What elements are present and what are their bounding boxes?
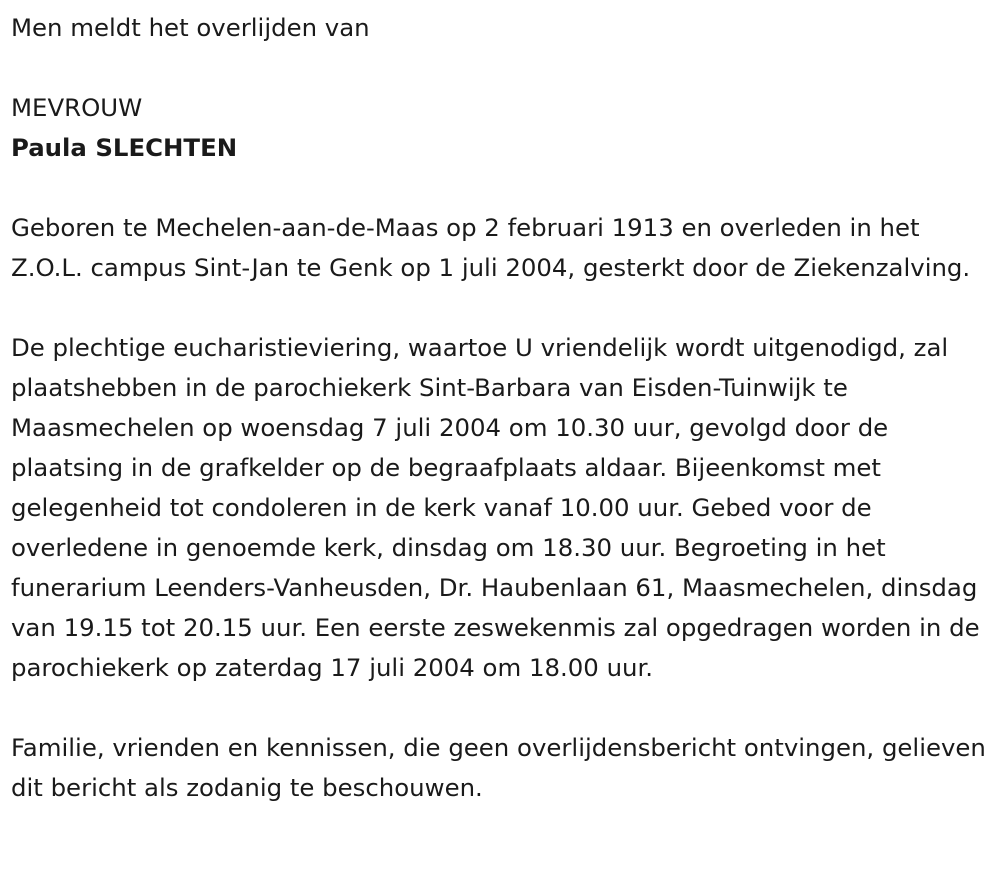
closing-paragraph: Familie, vrienden en kennissen, die geen overlijdensbericht ontvingen, gelieven dit bericht als zodanig te beschouwen. [11,733,986,802]
deceased-name: Paula SLECHTEN [11,133,238,162]
honorific-title: MEVROUW [11,93,143,122]
ceremony-paragraph: De plechtige eucharistieviering, waartoe U vriendelijk wordt uitgenodigd, zal plaatshebben in de parochiekerk Sint-Barbara van Eisden-Tuinwijk te Maasmechelen op woensdag 7 juli 2004 om 10.30 uur, gevolgd door de plaatsing in de grafkelder op de begraafplaats aldaar. Bijeenkomst met gelegenheid tot condoleren in de kerk vanaf 10.00 uur. Gebed voor de overledene in genoemde kerk, dinsdag om 18.30 uur. Begroeting in het funerarium Leenders-Vanheusden, Dr. Haubenlaan 61, Maasmechelen, dinsdag van 19.15 tot 20.15 uur. Een eerste zeswekenmis zal opgedragen worden in de parochiekerk op zaterdag 17 juli 2004 om 18.00 uur. [11,333,980,682]
death-notice [11,8,993,808]
birth-death-paragraph: Geboren te Mechelen-aan-de-Maas op 2 februari 1913 en overleden in het Z.O.L. campus Sint-Jan te Genk op 1 juli 2004, gesterkt door de Ziekenzalving. [11,213,971,282]
notice-intro: Men meldt het overlijden van [11,13,370,42]
